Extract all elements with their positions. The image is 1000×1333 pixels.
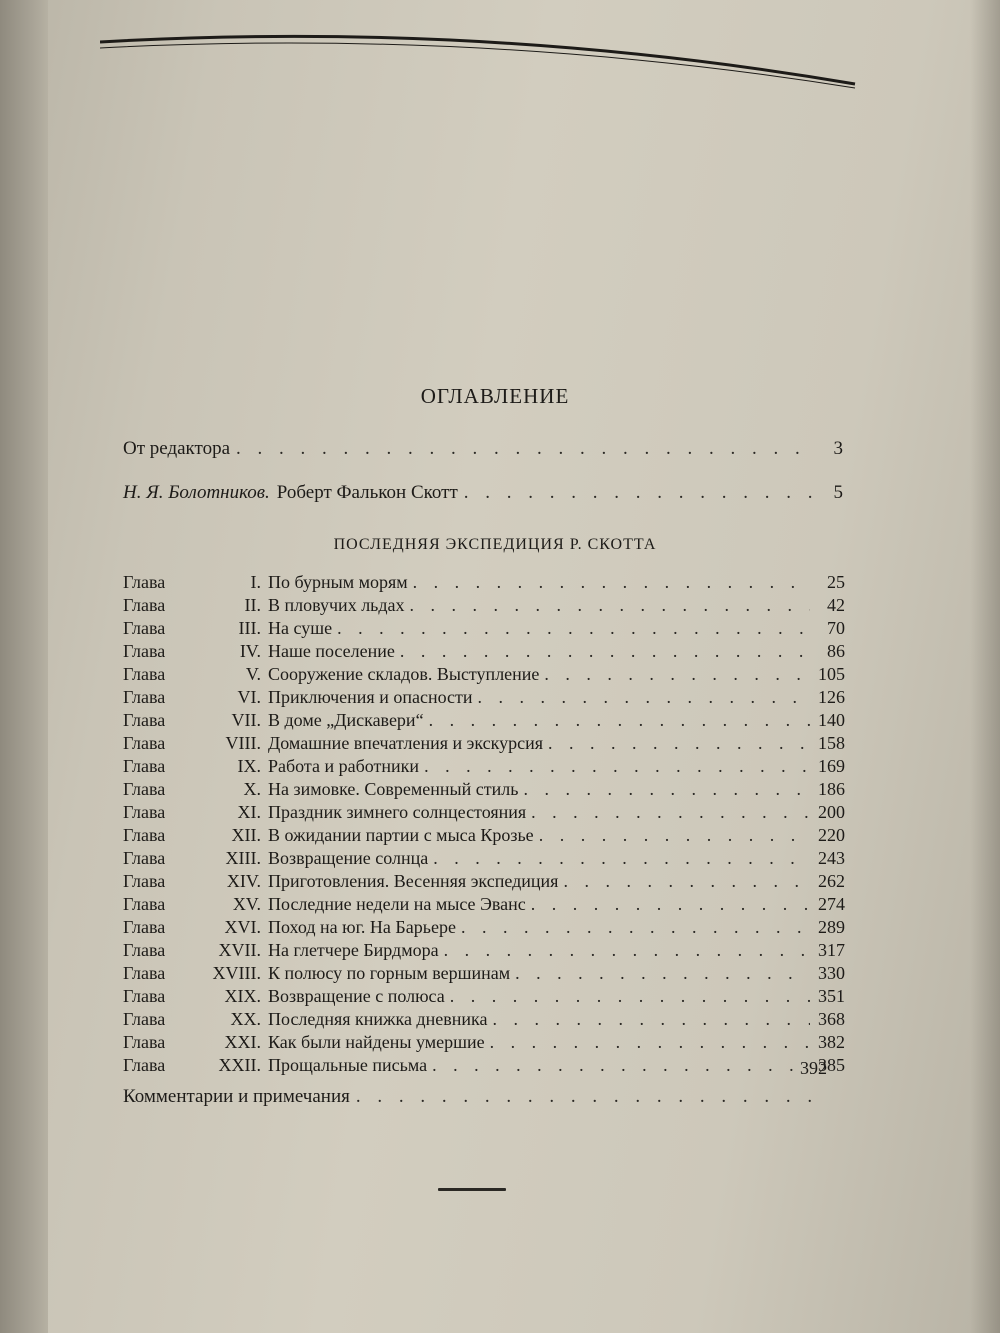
chapter-title: Как были найдены умершие — [268, 1032, 485, 1052]
chapter-number: VII. — [231, 710, 261, 730]
entry-title: Роберт Фалькон Скотт — [276, 482, 458, 503]
chapter-number: III. — [238, 618, 261, 638]
chapter-page: 25 — [827, 572, 845, 592]
leader-dots — [515, 963, 810, 984]
leader-dots — [424, 756, 810, 777]
chapter-number: XII. — [231, 825, 261, 845]
chapter-title: Поход на юг. На Барьере — [268, 917, 456, 937]
leader-dots — [461, 917, 810, 938]
chapter-label: Глава — [123, 871, 166, 891]
chapter-title: В пловучих льдах — [268, 595, 405, 615]
chapter-number: XVII. — [218, 940, 261, 960]
chapter-number: XI. — [237, 802, 261, 822]
chapter-page: 169 — [818, 756, 845, 776]
chapter-row — [123, 871, 845, 894]
page-shadow — [970, 0, 1000, 1333]
chapter-number: IX. — [237, 756, 261, 776]
leader-dots — [539, 825, 810, 846]
chapter-label: Глава — [123, 733, 166, 753]
chapter-row — [123, 1032, 845, 1055]
toc-entry-editor — [123, 438, 843, 460]
chapter-title: Приготовления. Весенняя экспедиция — [268, 871, 559, 891]
chapter-number: XIV. — [226, 871, 261, 891]
chapter-label: Глава — [123, 1032, 166, 1052]
leader-dots — [413, 572, 810, 593]
chapter-title: К полюсу по горным вершинам — [268, 963, 511, 983]
chapter-row — [123, 1055, 845, 1078]
chapter-page: 368 — [818, 1009, 845, 1029]
chapter-number: XVI. — [224, 917, 261, 937]
chapter-row — [123, 733, 845, 756]
chapter-label: Глава — [123, 894, 166, 914]
leader-dots — [337, 618, 810, 639]
chapter-title: Возвращение с полюса — [268, 986, 445, 1006]
leader-dots — [523, 779, 810, 800]
chapter-label: Глава — [123, 1009, 166, 1029]
chapter-title: Работа и работники — [268, 756, 420, 776]
entry-author: Н. Я. Болотников. — [123, 482, 270, 503]
chapter-row — [123, 572, 845, 595]
leader-dots — [544, 664, 810, 685]
chapter-row — [123, 986, 845, 1009]
chapter-label: Глава — [123, 779, 166, 799]
chapter-page: 220 — [818, 825, 845, 845]
leader-dots — [236, 438, 815, 460]
chapter-number: VI. — [237, 687, 261, 707]
leader-dots — [563, 871, 810, 892]
chapter-title: Возвращение солнца — [268, 848, 429, 868]
chapter-number: X. — [243, 779, 261, 799]
chapter-number: I. — [250, 572, 261, 592]
chapter-title: Домашние впечатления и экскурсия — [268, 733, 544, 753]
chapter-row — [123, 1009, 845, 1032]
chapter-label: Глава — [123, 710, 166, 730]
chapter-label: Глава — [123, 618, 166, 638]
chapter-label: Глава — [123, 825, 166, 845]
chapter-page: 140 — [818, 710, 845, 730]
chapter-label: Глава — [123, 963, 166, 983]
chapter-label: Глава — [123, 595, 166, 615]
chapter-page: 351 — [818, 986, 845, 1006]
chapter-number: VIII. — [225, 733, 261, 753]
leader-dots — [356, 1086, 815, 1108]
leader-dots — [531, 894, 810, 915]
chapter-number: XXII. — [218, 1055, 261, 1075]
chapter-title: На суше — [268, 618, 333, 638]
chapter-title: На глетчере Бирдмора — [268, 940, 439, 960]
leader-dots — [429, 710, 810, 731]
chapter-title: На зимовке. Современный стиль — [268, 779, 519, 799]
chapter-title: Наше поселение — [268, 641, 395, 661]
section-title: ПОСЛЕДНЯЯ ЭКСПЕДИЦИЯ Р. СКОТТА — [333, 536, 657, 553]
chapter-row — [123, 756, 845, 779]
chapter-page: 186 — [818, 779, 845, 799]
leader-dots — [478, 687, 810, 708]
chapter-row — [123, 894, 845, 917]
chapter-row — [123, 917, 845, 940]
entry-title: От редактора — [123, 438, 231, 459]
chapter-number: II. — [244, 595, 261, 615]
chapter-row — [123, 641, 845, 664]
chapter-row — [123, 710, 845, 733]
chapter-title: Последняя книжка дневника — [268, 1009, 488, 1029]
leader-dots — [400, 641, 810, 662]
leader-dots — [548, 733, 810, 754]
chapter-title: В ожидании партии с мыса Крозье — [268, 825, 534, 845]
chapter-label: Глава — [123, 917, 166, 937]
chapter-title: Последние недели на мысе Эванс — [268, 894, 526, 914]
chapter-number: XVIII. — [212, 963, 261, 983]
leader-dots — [450, 986, 810, 1007]
chapter-row — [123, 825, 845, 848]
chapter-number: V. — [245, 664, 261, 684]
entry-page: 3 — [833, 438, 843, 459]
chapter-number: XXI. — [224, 1032, 261, 1052]
chapter-page: 382 — [818, 1032, 845, 1052]
chapter-row — [123, 802, 845, 825]
chapter-list — [123, 572, 845, 1078]
bottom-decorative-rule — [438, 1188, 506, 1191]
entry-page: 5 — [833, 482, 843, 503]
chapter-row — [123, 687, 845, 710]
chapter-page: 274 — [818, 894, 845, 914]
chapter-page: 126 — [818, 687, 845, 707]
chapter-label: Глава — [123, 756, 166, 776]
chapter-page: 385 — [818, 1055, 845, 1075]
toc-entry-comments — [123, 1086, 843, 1108]
leader-dots — [432, 1055, 810, 1076]
chapter-page: 42 — [827, 595, 845, 615]
chapter-page: 289 — [818, 917, 845, 937]
chapter-page: 262 — [818, 871, 845, 891]
leader-dots — [444, 940, 810, 961]
chapter-title: Праздник зимнего солнцестояния — [268, 802, 527, 822]
chapter-page: 200 — [818, 802, 845, 822]
chapter-row — [123, 848, 845, 871]
chapter-page: 86 — [827, 641, 845, 661]
leader-dots — [410, 595, 810, 616]
chapter-page: 105 — [818, 664, 845, 684]
chapter-label: Глава — [123, 940, 166, 960]
chapter-row — [123, 940, 845, 963]
chapter-title: Приключения и опасности — [268, 687, 473, 707]
chapter-number: XIX. — [224, 986, 261, 1006]
chapter-number: IV. — [239, 641, 261, 661]
leader-dots — [531, 802, 810, 823]
leader-dots — [492, 1009, 810, 1030]
chapter-label: Глава — [123, 572, 166, 592]
previous-page-edge — [0, 0, 48, 1333]
chapter-label: Глава — [123, 641, 166, 661]
toc-title: ОГЛАВЛЕНИЕ — [420, 384, 570, 408]
chapter-title: Прощальные письма — [268, 1055, 428, 1075]
chapter-title: В доме „Дискавери“ — [268, 710, 424, 730]
chapter-label: Глава — [123, 986, 166, 1006]
leader-dots — [490, 1032, 810, 1053]
chapter-row — [123, 779, 845, 802]
chapter-label: Глава — [123, 1055, 166, 1075]
chapter-number: XIII. — [225, 848, 261, 868]
chapter-page: 70 — [827, 618, 845, 638]
chapter-title: Сооружение складов. Выступление — [268, 664, 540, 684]
chapter-page: 158 — [818, 733, 845, 753]
chapter-label: Глава — [123, 664, 166, 684]
chapter-number: XX. — [230, 1009, 261, 1029]
toc-entry-intro — [123, 482, 843, 504]
chapter-page: 317 — [818, 940, 845, 960]
chapter-page: 330 — [818, 963, 845, 983]
leader-dots — [433, 848, 810, 869]
chapter-row — [123, 963, 845, 986]
chapter-row — [123, 664, 845, 687]
chapter-label: Глава — [123, 802, 166, 822]
chapter-row — [123, 595, 845, 618]
entry-title: Комментарии и примечания — [123, 1086, 350, 1107]
chapter-label: Глава — [123, 848, 166, 868]
chapter-label: Глава — [123, 687, 166, 707]
top-decorative-rule — [100, 22, 860, 92]
chapter-title: По бурным морям — [268, 572, 408, 592]
chapter-row — [123, 618, 845, 641]
chapter-page: 243 — [818, 848, 845, 868]
extra-page-number: 392 — [800, 1058, 827, 1078]
chapter-number: XV. — [232, 894, 261, 914]
leader-dots — [464, 482, 815, 504]
